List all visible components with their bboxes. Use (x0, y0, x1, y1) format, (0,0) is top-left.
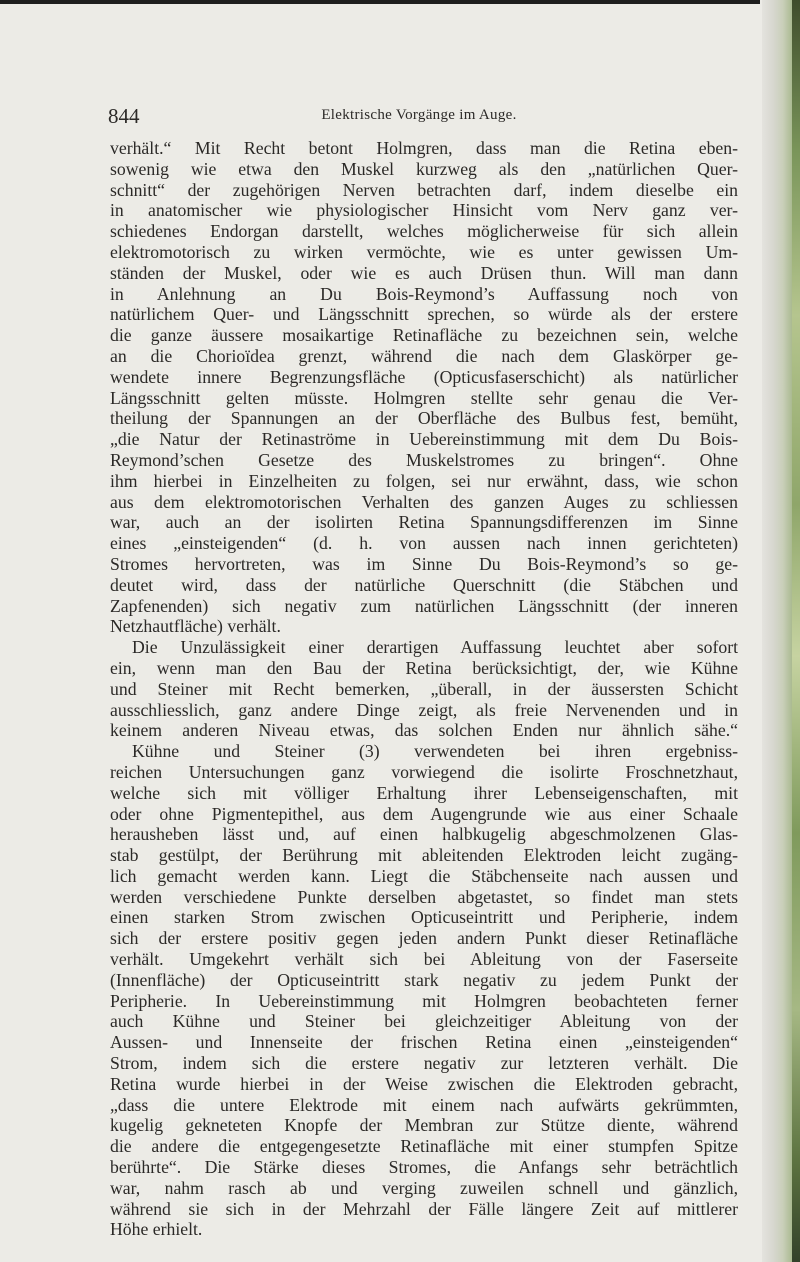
text-line: welche sich mit völliger Erhaltung ihrer Lebenseigenschaften, mit (110, 782, 738, 803)
text-line: Aussen- und Innenseite der frischen Retina einen „einsteigenden“ (110, 1032, 738, 1053)
text-line: und Steiner mit Recht bemerken, „überall, in der äussersten Schicht (110, 678, 738, 699)
text-line: an die Chorioïdea grenzt, während die nach dem Glaskörper ge- (110, 345, 738, 366)
text-line: die ganze äussere mosaikartige Retinafläche zu bezeichnen sein, welche (110, 325, 738, 346)
text-line: ausschliesslich, ganz andere Dinge zeigt, als freie Nervenenden und in (110, 699, 738, 720)
body-text (110, 138, 738, 1240)
text-line: Reymond’schen Gesetze des Muskelstromes zu bringen“. Ohne (110, 449, 738, 470)
text-line: oder ohne Pigmentepithel, aus dem Augengrunde wie aus einer Schaale (110, 803, 738, 824)
text-line: Zapfenenden) sich negativ zum natürlichen Längsschnitt (der inneren (110, 595, 738, 616)
text-line: Die Unzulässigkeit einer derartigen Auffassung leuchtet aber sofort (132, 637, 738, 658)
text-line: sich der erstere positiv gegen jeden andern Punkt dieser Retinafläche (110, 928, 738, 949)
text-line: lich gemacht werden kann. Liegt die Stäbchenseite nach aussen und (110, 865, 738, 886)
text-line: natürlichem Quer- und Längsschnitt sprechen, so würde als der erstere (110, 304, 738, 325)
text-line: während sie sich in der Mehrzahl der Fälle längere Zeit auf mittlerer (110, 1198, 738, 1219)
text-line: schiedenes Endorgan darstellt, welches möglicherweise für sich allein (110, 221, 738, 242)
text-line: elektromotorisch zu wirken vermöchte, wie es unter gewissen Um- (110, 241, 738, 262)
text-line: Stromes hervortreten, was im Sinne Du Bois-Reymond’s so ge- (110, 553, 738, 574)
text-line: verhält.“ Mit Recht betont Holmgren, dass man die Retina eben- (110, 138, 738, 158)
text-line: eines „einsteigenden“ (d. h. von aussen nach innen gerichteten) (110, 533, 738, 554)
text-line: die andere die entgegengesetzte Retinafläche mit einer stumpfen Spitze (110, 1136, 738, 1157)
text-line: (Innenfläche) der Opticuseintritt stark negativ zu jedem Punkt der (110, 969, 738, 990)
text-line: „dass die untere Elektrode mit einem nach aufwärts gekrümmten, (110, 1094, 738, 1115)
page-number: 844 (108, 104, 140, 128)
top-rule (0, 0, 760, 4)
text-line: Strom, indem sich die erstere negativ zur letzteren verhält. Die (110, 1053, 738, 1074)
text-line: verhält. Umgekehrt verhält sich bei Ableitung von der Faserseite (110, 949, 738, 970)
text-line: keinem anderen Niveau etwas, das solchen Enden nur ähnlich sähe.“ (110, 720, 738, 741)
page-header (108, 104, 730, 132)
running-head: Elektrische Vorgänge im Auge. (321, 107, 517, 123)
text-line: werden verschiedene Punkte derselben abgetastet, so findet man stets (110, 886, 738, 907)
text-line: in anatomischer wie physiologischer Hinsicht vom Nerv ganz ver- (110, 200, 738, 221)
page-edge (762, 0, 800, 1262)
text-line: war, nahm rasch ab und verging zuweilen schnell und gänzlich, (110, 1177, 738, 1198)
text-line: einen starken Strom zwischen Opticuseintritt und Peripherie, indem (110, 907, 738, 928)
text-line: in Anlehnung an Du Bois-Reymond’s Auffassung noch von (110, 283, 738, 304)
text-line: reichen Untersuchungen ganz vorwiegend die isolirte Froschnetzhaut, (110, 761, 738, 782)
text-line: ständen der Muskel, oder wie es auch Drüsen thun. Will man dann (110, 262, 738, 283)
text-line: aus dem elektromotorischen Verhalten des ganzen Auges zu schliessen (110, 491, 738, 512)
text-line: herausheben lässt und, auf einen halbkugelig abgeschmolzenen Glas- (110, 824, 738, 845)
text-line: deutet wird, dass der natürliche Querschnitt (die Stäbchen und (110, 574, 738, 595)
text-line: Längsschnitt gelten müsste. Holmgren stellte sehr genau die Ver- (110, 387, 738, 408)
text-line: stab gestülpt, der Berührung mit ableitenden Elektroden leicht zugäng- (110, 845, 738, 866)
text-line: berührte“. Die Stärke dieses Stromes, die Anfangs sehr beträchtlich (110, 1157, 738, 1178)
text-line: Peripherie. In Uebereinstimmung mit Holmgren beobachteten ferner (110, 990, 738, 1011)
text-line: ihm hierbei in Einzelheiten zu folgen, sei nur erwähnt, dass, wie schon (110, 470, 738, 491)
text-line: war, auch an der isolirten Retina Spannungsdifferenzen im Sinne (110, 512, 738, 533)
text-line: auch Kühne und Steiner bei gleichzeitiger Ableitung von der (110, 1011, 738, 1032)
text-line: ein, wenn man den Bau der Retina berücksichtigt, der, wie Kühne (110, 657, 738, 678)
text-line: Höhe erhielt. (110, 1219, 203, 1240)
text-line: sowenig wie etwa den Muskel kurzweg als den „natürlichen Quer- (110, 158, 738, 179)
text-line: wendete innere Begrenzungsfläche (Opticusfaserschicht) als natürlicher (110, 366, 738, 387)
text-line: Retina wurde hierbei in der Weise zwischen die Elektroden gebracht, (110, 1073, 738, 1094)
text-line: Kühne und Steiner (3) verwendeten bei ihren ergebniss- (132, 741, 738, 762)
text-line: kugelig gekneteten Knopfe der Membran zur Stütze diente, während (110, 1115, 738, 1136)
text-line: Netzhautfläche) verhält. (110, 616, 281, 637)
text-line: theilung der Spannungen an der Oberfläche des Bulbus fest, bemüht, (110, 408, 738, 429)
text-line: schnitt“ der zugehörigen Nerven betrachten darf, indem dieselbe ein (110, 179, 738, 200)
text-line: „die Natur der Retinaströme in Uebereinstimmung mit dem Du Bois- (110, 429, 738, 450)
